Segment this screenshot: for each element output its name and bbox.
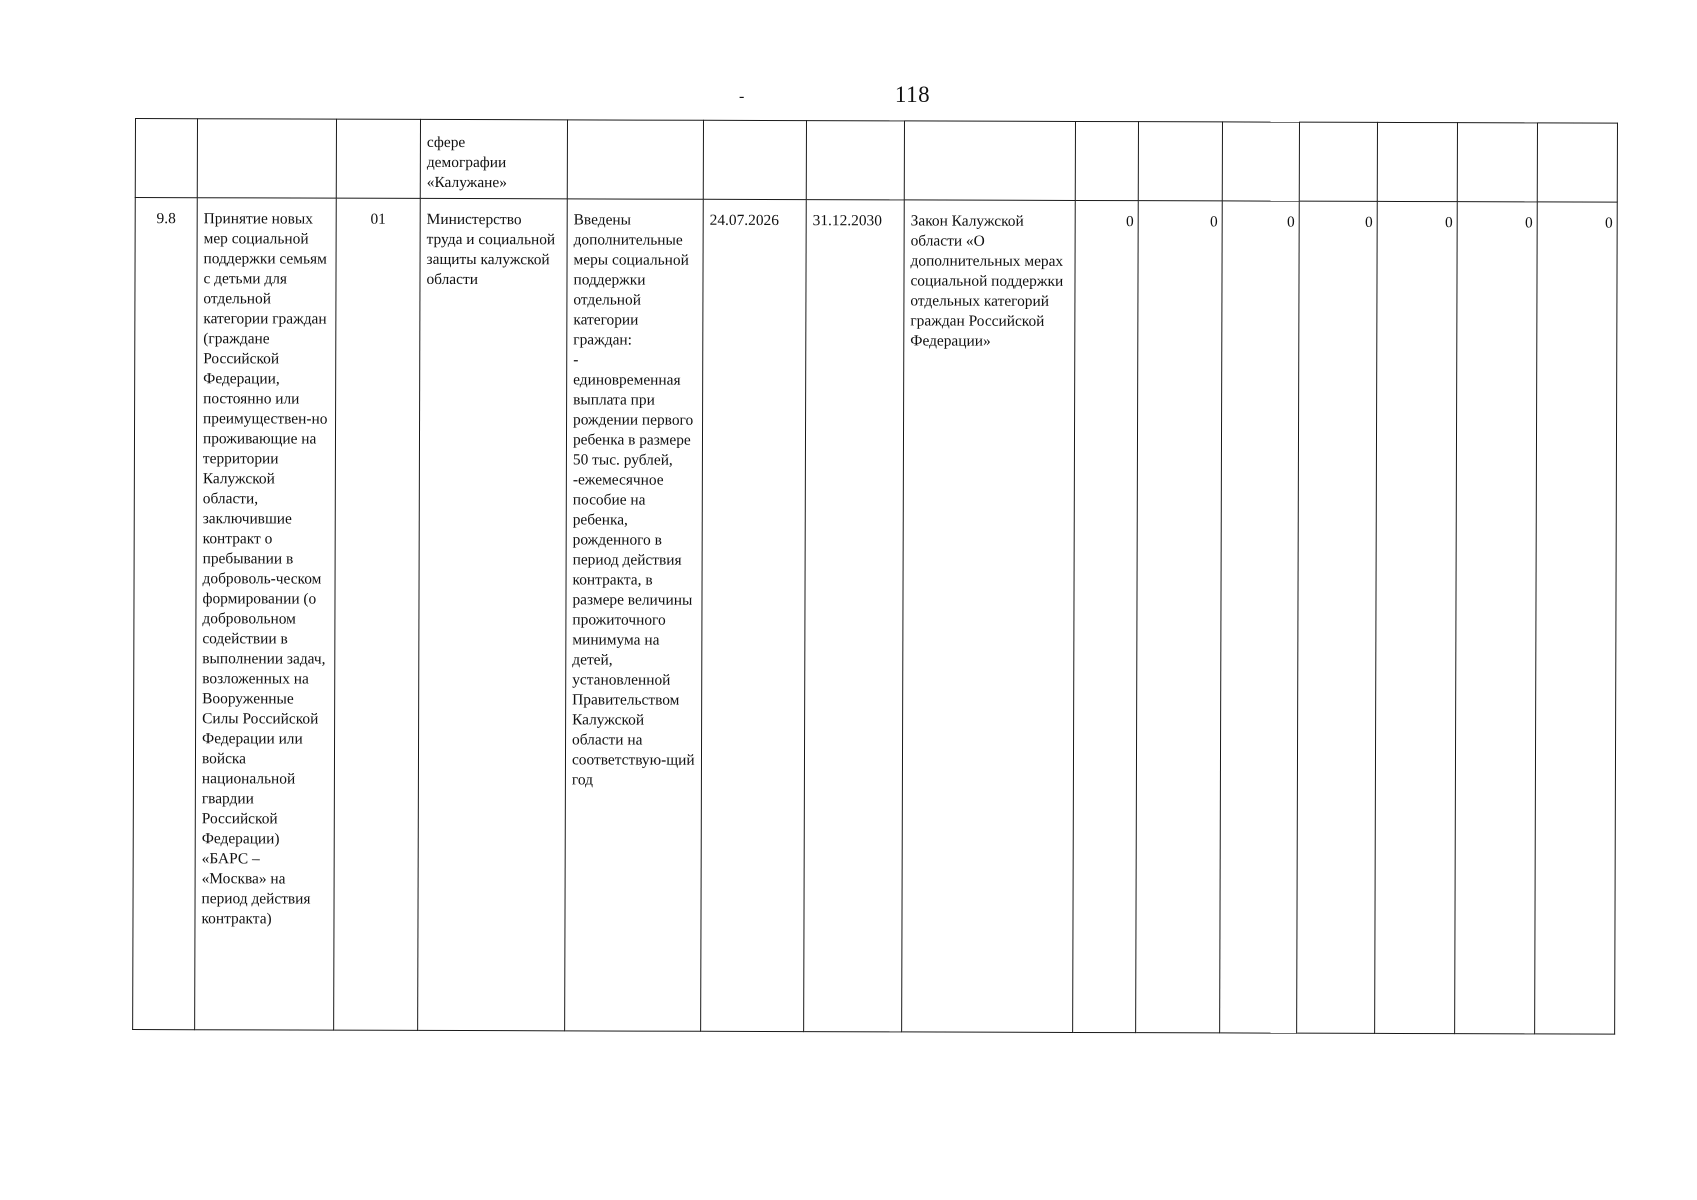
cell-code: 01	[334, 198, 421, 1030]
page-number-value: 118	[894, 82, 931, 107]
cell-value: 0	[1073, 200, 1139, 1032]
cell-responsible: Министерство труда и социальной защиты калужской области	[418, 198, 568, 1030]
cell-start-date: 24.07.2026	[701, 199, 807, 1031]
cell-empty	[567, 120, 703, 199]
page-number	[0, 82, 1697, 108]
cell-empty	[1138, 122, 1222, 201]
cell-row-number: 9.8	[133, 198, 198, 1030]
cell-end-date: 31.12.2030	[804, 200, 905, 1032]
cell-empty	[1222, 122, 1299, 201]
cell-value: 0	[1136, 201, 1223, 1033]
cell-empty	[1075, 121, 1138, 200]
table-row-9-8	[133, 198, 1618, 1035]
cell-value: 0	[1535, 202, 1618, 1034]
cell-empty	[1457, 123, 1537, 202]
cell-empty	[904, 121, 1075, 201]
cell-value: 0	[1220, 201, 1300, 1033]
cell-result: Введены дополнительные меры социальной поддержки отдельной категории граждан: - единовременная выплата при рождении первого ребенка в размере 50 тыс. рублей, -ежемесячное пособие на ребенка, рожденного в период действия контракта, в размере величины прожиточного минимума на детей, установленной Правительством Калужской области на соответствую-щий год	[565, 199, 704, 1031]
cell-legal-document: Закон Калужской области «О дополнительных мерах социальной поддержки отдельных категорий граждан Российской Федерации»	[902, 200, 1076, 1033]
cell-empty	[1537, 123, 1617, 202]
cell-value: 0	[1455, 202, 1538, 1034]
cell-measure-name: Принятие новых мер социальной поддержки семьям с детьми для отдельной категории граждан (граждане Российской Федерации, постоянно или преимуществен-но проживающие на территории Калужской области, заключившие контракт о пребывании в доброволь-ческом формировании (о добровольном содействии в выполнении задач, возложенных на Вооруженные Силы Российской Федерации или войска национальной гвардии Российской Федерации) «БАРС – «Москва» на период действия контракта)	[195, 198, 337, 1030]
cell-empty	[806, 121, 904, 200]
cell-value: 0	[1297, 201, 1378, 1033]
cell-value: 0	[1375, 201, 1458, 1033]
table-row-continuation	[135, 119, 1617, 203]
cell-empty	[197, 119, 336, 198]
cell-responsible-continuation: сфере демографии «Калужане»	[420, 119, 567, 198]
cell-empty	[336, 119, 420, 198]
program-table	[132, 118, 1618, 1035]
cell-empty	[135, 119, 197, 198]
cell-empty	[1299, 122, 1377, 201]
stray-dash: -	[739, 88, 745, 105]
cell-empty	[703, 120, 806, 199]
cell-empty	[1377, 122, 1457, 201]
